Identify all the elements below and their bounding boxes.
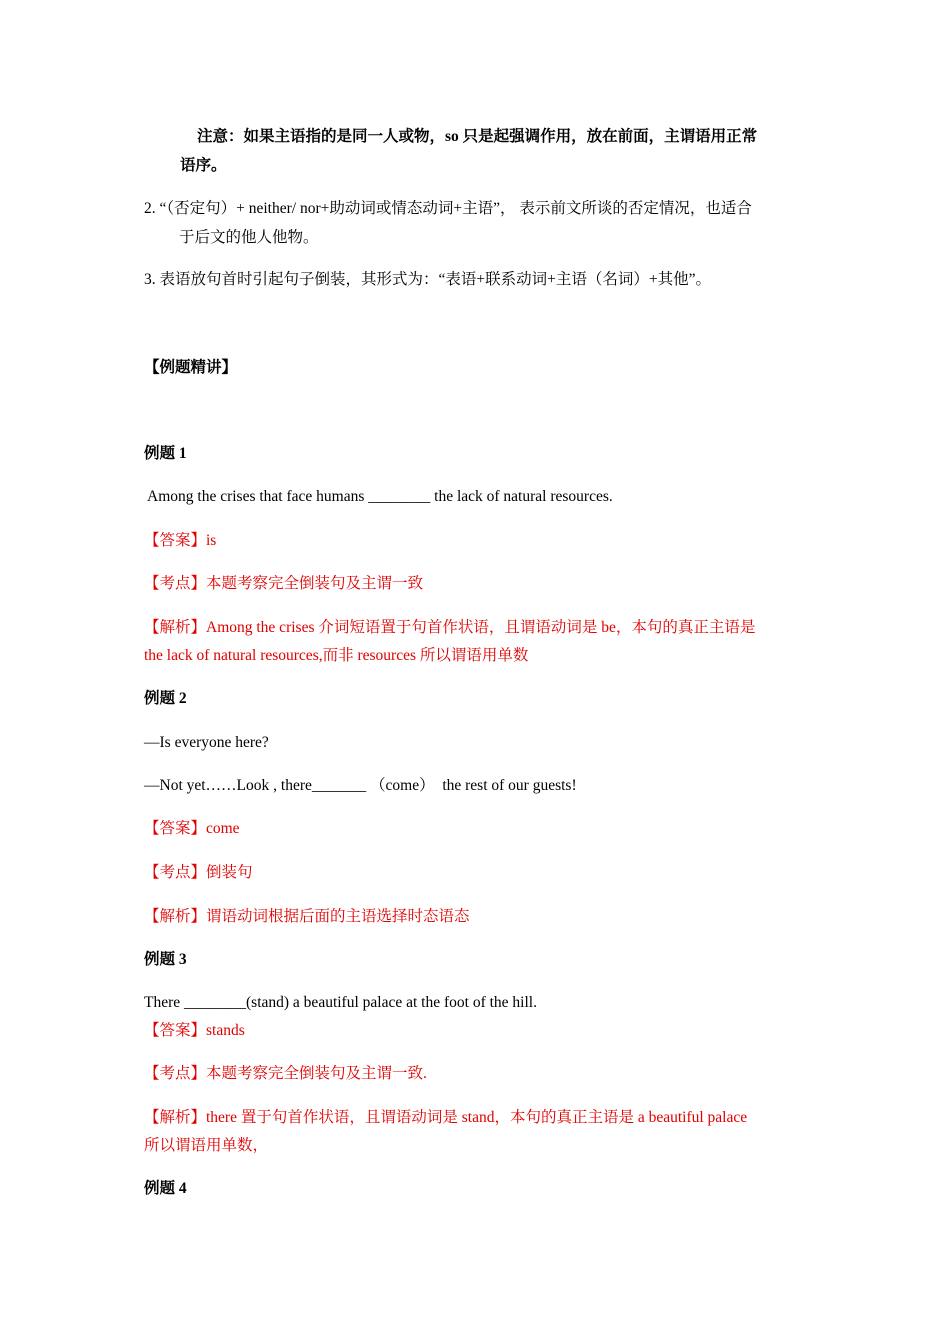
example-2-question-line-1: —Is everyone here? — [144, 734, 269, 751]
rule-2-line-2: 于后文的他人他物。 — [179, 229, 319, 246]
note-line-2: 语序。 — [180, 157, 227, 174]
example-3-point: 【考点】本题考察完全倒装句及主谓一致. — [144, 1065, 427, 1082]
example-1-title: 例题 1 — [144, 445, 187, 462]
rule-3-line: 3. 表语放句首时引起句子倒装，其形式为：“表语+联系动词+主语（名词）+其他”。 — [144, 271, 711, 288]
note-line-1: 注意：如果主语指的是同一人或物，so 只是起强调作用，放在前面，主谓语用正常 — [197, 128, 758, 145]
example-3-title: 例题 3 — [144, 951, 187, 968]
example-4-title: 例题 4 — [144, 1180, 187, 1197]
example-2-question-line-2: —Not yet……Look , there_______ （come） the rest of our guests! — [144, 777, 577, 794]
example-1-point: 【考点】本题考察完全倒装句及主谓一致 — [144, 575, 424, 592]
example-2-analysis: 【解析】谓语动词根据后面的主语选择时态语态 — [144, 908, 470, 925]
example-3-question: There ________(stand) a beautiful palace at the foot of the hill. — [144, 994, 537, 1011]
example-1-question: Among the crises that face humans ________ the lack of natural resources. — [144, 488, 613, 505]
example-1-analysis-line-2: the lack of natural resources,而非 resources 所以谓语用单数 — [144, 647, 529, 664]
example-1-analysis-line-1: 【解析】Among the crises 介词短语置于句首作状语，且谓语动词是 be，本句的真正主语是 — [144, 619, 756, 636]
example-2-title: 例题 2 — [144, 690, 187, 707]
section-title: 【例题精讲】 — [144, 359, 238, 376]
example-2-answer: 【答案】come — [144, 820, 240, 837]
example-3-answer: 【答案】stands — [144, 1022, 245, 1039]
example-3-analysis-line-1: 【解析】there 置于句首作状语，且谓语动词是 stand，本句的真正主语是 a beautiful palace — [144, 1109, 748, 1126]
example-2-point: 【考点】倒装句 — [144, 864, 253, 881]
rule-2-line-1: 2. “（否定句）+ neither/ nor+助动词或情态动词+主语”， 表示前文所谈的否定情况，也适合 — [144, 200, 752, 217]
example-3-analysis-line-2: 所以谓语用单数， — [144, 1137, 269, 1154]
example-1-answer: 【答案】is — [144, 532, 217, 549]
